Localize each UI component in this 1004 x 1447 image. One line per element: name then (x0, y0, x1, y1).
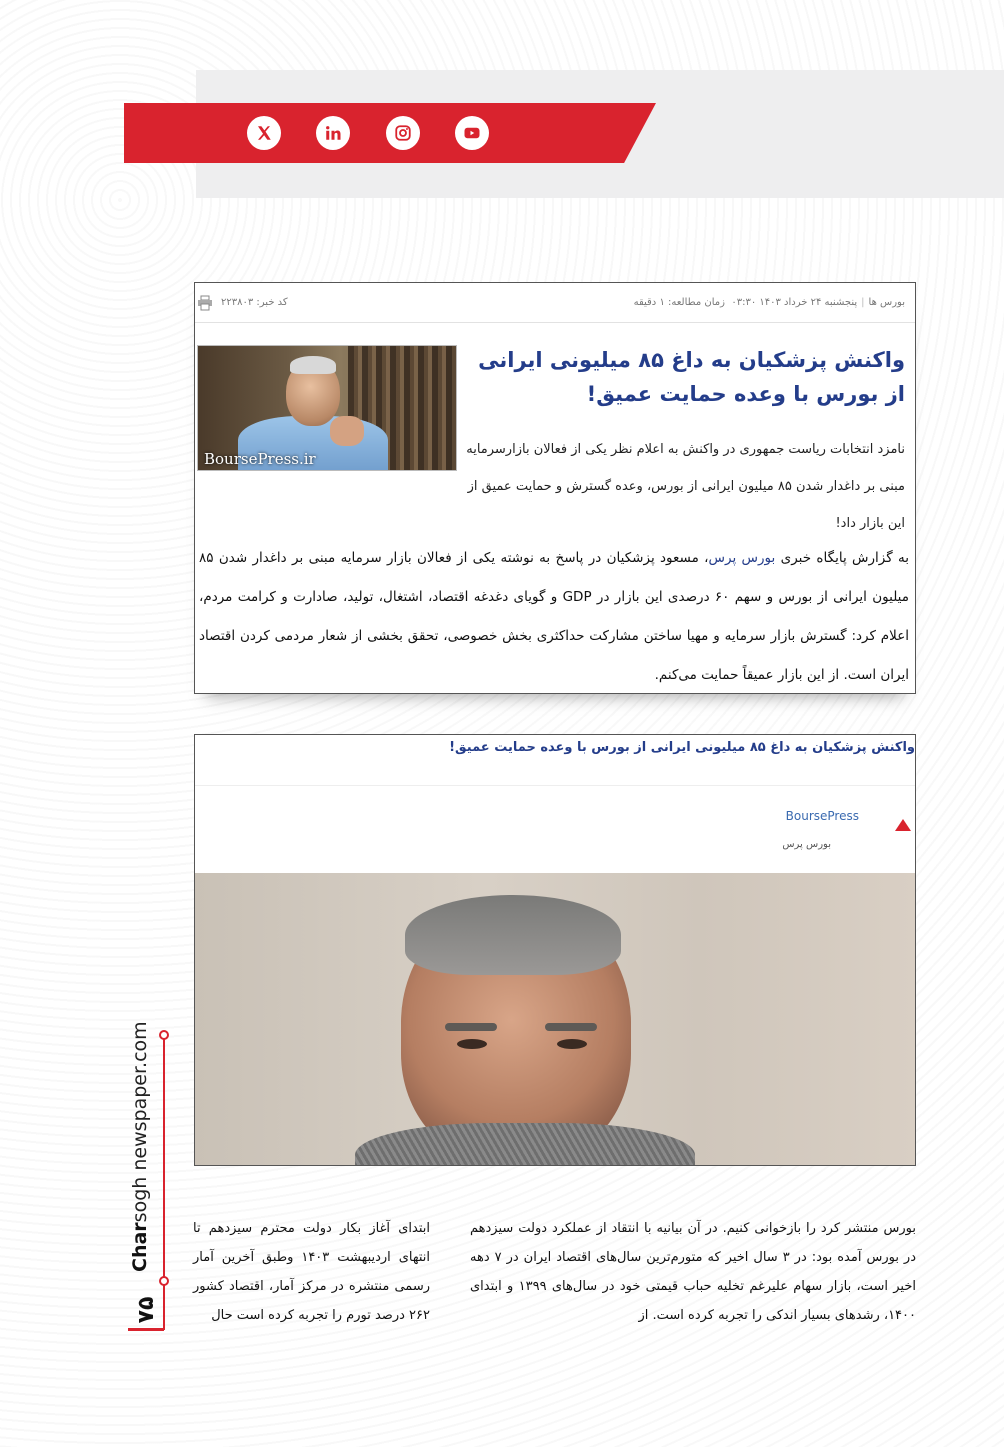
body-prefix: به گزارش پایگاه خبری (780, 550, 910, 566)
meta-datetime: پنجشنبه ۲۴ خرداد ۱۴۰۳ ۰۳:۳۰ (731, 297, 858, 308)
meta-news-code: کد خبر: ۲۲۳۸۰۳ (221, 297, 288, 308)
article-headline[interactable]: واکنش پزشکیان به داغ ۸۵ میلیونی ایرانی از بورس با وعده حمایت عمیق! (478, 348, 905, 406)
meta-section[interactable]: بورس ها (868, 297, 905, 308)
article-meta-bar (195, 283, 915, 323)
body-rest: ، مسعود پزشکیان در پاسخ به نوشته یکی از فعالان بازار سرمایه مبنی بر داغدار شدن ۸۵ میلیون ایرانی از بورس و سهم ۶۰ درصدی این بازار در GDP و گویای دغدغه اقتصاد، اشتغال، تولید، صادارت و کرامت مردم، اعلام کرد: گسترش بازار سرمایه و مهیا ساختن مشارکت حداکثری بخش خصوصی، تحقق بخشی از شعار مردمی کردن اقتصاد ایران است. از این بازار عمیقاً حمایت می‌کنم. (199, 550, 909, 683)
article-clipping-1 (194, 282, 916, 694)
article-clipping-2 (194, 734, 916, 1166)
youtube-icon[interactable] (455, 116, 489, 150)
page-number: ۷۵ (133, 1296, 159, 1324)
column-left-text: ابتدای آغاز بکار دولت محترم سیزدهم تا انتهای اردیبهشت ۱۴۰۳ وطبق آخرین آمار رسمی منتشره در مرکز آمار، اقتصاد کشور ۲۶۲ درصد تورم را تجربه کرده است حال (193, 1221, 431, 1323)
linkedin-icon[interactable] (316, 116, 350, 150)
instagram-icon[interactable] (386, 116, 420, 150)
print-icon[interactable] (197, 295, 213, 311)
meta-read-time: زمان مطالعه: ۱ دقیقه (633, 297, 725, 308)
article-thumbnail (197, 345, 457, 471)
article2-photo (195, 873, 915, 1165)
article2-headline[interactable]: واکنش پزشکیان به داغ ۸۵ میلیونی ایرانی از بورس با وعده حمایت عمیق! (449, 740, 915, 755)
source-link[interactable]: بورس پرس (708, 550, 776, 566)
vertical-dot-mid (159, 1276, 169, 1286)
brand-name-fa: بورس پرس (782, 839, 831, 850)
page-number-bar (128, 1328, 164, 1331)
article-lead: نامزد انتخابات ریاست جمهوری در واکنش به اعلام نظر یکی از فعالان بازارسرمایه مبنی بر داغدار شدن ۸۵ میلیون ایرانی از بورس، وعده گسترش و حمایت عمیق از این بازار داد! (466, 442, 905, 531)
column-right-text: بورس منتشر کرد را بازخوانی کنیم. در آن بیانیه با انتقاد از عملکرد دولت سیزدهم در بورس آمده بود: در ۳ سال اخیر که متورم‌ترین سال‌های اقتصاد ایران در ۷ دهه اخیر است، بازار سهام علیرغم تخلیه حباب قیمتی خود در سال‌های ۱۳۹۹ و ابتدای ۱۴۰۰، رشدهای بسیار اندکی را تجربه کرده است. از (470, 1221, 916, 1323)
meta-info: بورس ها|پنجشنبه ۲۴ خرداد ۱۴۰۳ ۰۳:۳۰ زمان مطالعه: ۱ دقیقه (633, 297, 905, 308)
image-watermark: BoursePress.ir (204, 450, 316, 468)
x-twitter-icon[interactable] (247, 116, 281, 150)
vertical-brand-text: Charsogh newspaper.com (129, 1021, 151, 1272)
divider (195, 785, 915, 786)
vertical-dot-top (159, 1030, 169, 1040)
boursepress-logo-icon (895, 819, 911, 831)
brand-name-en[interactable]: BoursePress (785, 809, 859, 823)
article-body (199, 539, 909, 695)
